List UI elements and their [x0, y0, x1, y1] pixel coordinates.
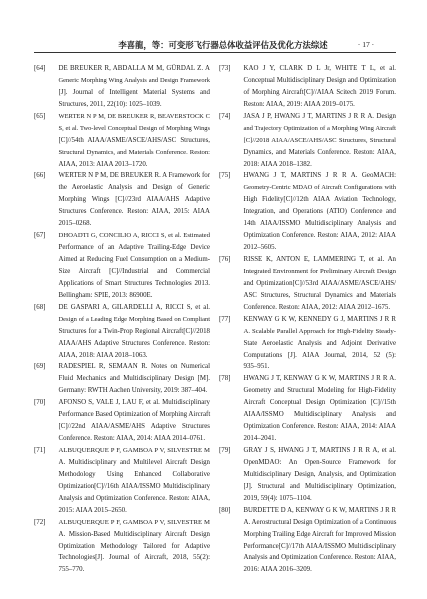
reference-number: [67]: [34, 232, 46, 240]
reference-text: 14th AIAA/ISSMO Multidisciplinary Analysis and: [243, 220, 396, 228]
reference-text: AIAA, 2013: AIAA 2013–1720.: [58, 160, 148, 168]
reference-entry: [34, 302, 210, 362]
reference-text: High Fidelity[C]//12th AIAA Aviation Technology,: [243, 196, 396, 204]
reference-text: Structural Dynamics, and Materials Conference. Reston:: [58, 148, 210, 156]
reference-line: [244, 147, 397, 159]
reference-line: [59, 409, 211, 421]
reference-entry: [219, 170, 396, 254]
reference-line: [59, 350, 211, 362]
reference-line: [244, 373, 397, 385]
reference-line: [59, 99, 211, 111]
reference-text: Performance of an Adaptive Trailing-Edge Device: [58, 244, 210, 252]
reference-text: 2015: AIAA 2015–2650.: [58, 506, 127, 514]
reference-text: HWANG J T, KENWAY G K W, MARTINS J R R A.: [243, 375, 396, 383]
reference-text: 755–770.: [58, 566, 85, 574]
reference-text: KAO J Y, CLARK D L Jr, WHITE T L, et al.: [243, 65, 396, 72]
reference-text: State Aeroelastic Analysis and Adjoint Derivative: [243, 339, 396, 347]
reference-line: [59, 266, 211, 278]
reference-line: [244, 230, 397, 242]
reference-line: [244, 505, 397, 517]
reference-text: Integrated Environment for Preliminary Aircraft Design: [243, 267, 396, 275]
reference-line: [59, 505, 211, 517]
reference-line: [59, 481, 211, 493]
reference-line: [244, 361, 397, 373]
reference-text: Bellingham: SPIE, 2013: 86900E.: [58, 291, 153, 299]
reference-number: [64]: [34, 65, 46, 72]
page-number: · 17 ·: [357, 40, 375, 49]
reference-number: [65]: [34, 112, 46, 120]
running-head-title: 李喜龍，等：可变形飞行器总体收益评估及优化方法综述: [118, 40, 328, 50]
reference-text: of Morphing Aircraft[C]//AIAA Scitech 2019 Forum.: [243, 88, 396, 96]
reference-line: [59, 361, 211, 373]
reference-text: A. Scalable Parallel Approach for High-Fidelity Steady-: [243, 327, 396, 335]
reference-line: [59, 469, 211, 481]
reference-text: the Aeroelastic Analysis and Design of Generic: [58, 184, 210, 192]
reference-text: 2019, 59(4): 1075–1104.: [243, 494, 312, 502]
reference-line: [244, 481, 397, 493]
reference-line: [244, 409, 397, 421]
reference-text: WERTER N P M, DE BREUKER R, BEAVERSTOCK C: [58, 112, 210, 120]
reference-line: [59, 373, 211, 385]
reference-text: Reston: AIAA, 2019: AIAA 2019–0175.: [243, 100, 355, 108]
reference-text: AIAA/ISSMO Multidisciplinary Analysis and: [243, 411, 396, 419]
reference-text: Geometry and Structural Modeling for High-Fidelity: [243, 387, 396, 395]
reference-text: Conceptual Multidisciplinary Design and Optimization: [243, 76, 396, 84]
reference-line: [244, 564, 397, 576]
reference-text: 2015–0268.: [58, 220, 92, 228]
reference-line: [244, 254, 397, 266]
reference-text: Geometry-Centric MDAO of Aircraft Configurations with: [243, 184, 396, 192]
reference-line: [59, 302, 211, 314]
reference-text: Aircraft Conceptual Design Optimization [C]//15th: [243, 399, 396, 407]
reference-line: [244, 123, 397, 135]
reference-text: Morphing Trailing Edge Aircraft for Improved Mission: [243, 530, 396, 538]
reference-text: JASA J P, HWANG J T, MARTINS J R R A. Design: [243, 112, 396, 120]
reference-line: [244, 242, 397, 254]
reference-text: GRAY J S, HWANG J T, MARTINS J R R A, et al.: [243, 447, 396, 454]
reference-line: [59, 242, 211, 254]
reference-entry: [219, 111, 396, 171]
reference-line: [59, 552, 211, 564]
reference-line: [244, 111, 397, 123]
reference-line: [59, 135, 211, 147]
reference-line: [244, 99, 397, 111]
reference-line: [244, 421, 397, 433]
reference-text: Performance Based Optimization of Morphing Aircraft: [58, 411, 211, 419]
header-rule: [34, 52, 396, 53]
reference-line: [59, 314, 211, 326]
reference-text: Methodology Using Enhanced Collaborative: [58, 470, 210, 478]
reference-line: [244, 135, 397, 147]
reference-text: [C]//54th AIAA/ASME/ASCE/AHS/ASC Structures,: [58, 136, 210, 144]
reference-line: [244, 469, 397, 481]
reference-number: [77]: [219, 315, 231, 323]
reference-line: [59, 433, 211, 445]
reference-text: Structures Conference. Reston: AIAA, 2015: AIAA: [58, 208, 210, 216]
reference-entry: [34, 230, 210, 302]
reference-entry: [219, 505, 396, 577]
reference-line: [244, 397, 397, 409]
references-left-column: [34, 63, 210, 576]
reference-line: [59, 147, 211, 159]
reference-text: DHOADTI G, CONCILIO A, RICCI S, et al. Estimated: [58, 232, 210, 240]
reference-entry: [219, 314, 396, 374]
reference-text: ALBUQUERQUE P F, GAMBOA P V, SILVESTRE M: [58, 518, 210, 526]
reference-text: Morphing Wings [C]//23rd AIAA/AHS Adaptive: [58, 196, 210, 204]
references-right-column: [219, 63, 396, 576]
reference-text: 2012–5605.: [243, 244, 277, 252]
reference-line: [244, 457, 397, 469]
reference-line: [244, 350, 397, 362]
reference-text: 2014–2041.: [243, 435, 277, 443]
reference-line: [59, 397, 211, 409]
reference-text: OpenMDAO: An Open-Source Framework for: [243, 458, 396, 466]
reference-text: and Optimization[C]//53rd AIAA/ASME/ASCE/AHS/: [243, 279, 396, 287]
reference-text: Optimization Conference. Reston: AIAA, 2012: AIAA: [243, 232, 396, 240]
reference-line: [244, 194, 397, 206]
reference-text: [C]//22nd AIAA/ASME/AHS Adaptive Structures: [58, 423, 210, 431]
reference-entry: [34, 361, 210, 397]
reference-line: [59, 63, 211, 75]
reference-entry: [34, 170, 210, 230]
reference-number: [70]: [34, 399, 46, 407]
reference-text: Germany: RWTH Aachen University, 2019: 387–404.: [58, 387, 208, 395]
reference-number: [79]: [219, 447, 231, 454]
reference-text: Aimed at Reducing Fuel Consumption on a Medium-: [58, 256, 210, 263]
reference-line: [244, 529, 397, 541]
reference-number: [69]: [34, 363, 46, 371]
reference-line: [244, 338, 397, 350]
reference-text: AFONSO S, VALE J, LAU F, et al. Multidisciplinary: [58, 399, 210, 407]
reference-line: [59, 541, 211, 553]
reference-line: [59, 159, 211, 171]
reference-text: Multidisciplinary Design, Analysis, and Optimization: [243, 470, 396, 478]
reference-line: [244, 302, 397, 314]
reference-entry: [219, 373, 396, 445]
reference-line: [59, 385, 211, 397]
reference-line: [244, 87, 397, 99]
reference-number: [68]: [34, 303, 46, 311]
reference-text: Generic Morphing Wing Analysis and Design Framework: [58, 76, 210, 84]
reference-text: Structures for a Twin-Prop Regional Aircraft[C]//2018: [58, 327, 210, 335]
reference-line: [244, 433, 397, 445]
reference-line: [59, 564, 211, 576]
reference-line: [59, 123, 211, 135]
reference-text: RADESPIEL R, SEMAAN R. Notes on Numerical: [58, 363, 210, 371]
reference-line: [244, 385, 397, 397]
reference-line: [244, 278, 397, 290]
reference-line: [59, 254, 211, 266]
reference-text: RISSE K, ANTON E, LAMMERING T, et al. An: [243, 256, 396, 263]
reference-text: Optimization Methodology Tailored for Adaptive: [58, 542, 210, 550]
reference-line: [244, 552, 397, 564]
reference-number: [76]: [219, 256, 231, 263]
reference-text: ALBUQUERQUE P F, GAMBOA P V, SILVESTRE M: [58, 447, 210, 454]
reference-number: [75]: [219, 172, 231, 180]
reference-text: Technologies[J]. Journal of Aircraft, 2018, 55(2):: [58, 554, 210, 562]
reference-number: [66]: [34, 172, 46, 180]
reference-entry: [219, 254, 396, 314]
reference-line: [59, 517, 211, 529]
reference-text: 2018: AIAA 2018–1382.: [243, 160, 312, 168]
reference-line: [59, 194, 211, 206]
reference-line: [59, 493, 211, 505]
reference-entry: [219, 445, 396, 505]
reference-text: AIAA/AHS Adaptive Structures Conference. Reston:: [58, 339, 210, 347]
reference-entry: [34, 111, 210, 171]
reference-number: [72]: [34, 518, 46, 526]
reference-text: DE GASPARI A, GILARDELLI A, RICCI S, et al.: [58, 303, 210, 311]
reference-text: A. Multidisciplinary and Multilevel Aircraft Design: [58, 458, 210, 466]
reference-line: [244, 182, 397, 194]
reference-line: [244, 159, 397, 171]
reference-line: [59, 75, 211, 87]
reference-line: [244, 206, 397, 218]
reference-line: [59, 218, 211, 230]
reference-text: Applications of Smart Structures Technologies 2013.: [58, 279, 210, 287]
reference-line: [244, 517, 397, 529]
reference-line: [59, 230, 211, 242]
reference-text: Conference. Reston: AIAA, 2014: AIAA 2014–0761.: [58, 435, 206, 443]
reference-text: KENWAY G K W, KENNEDY G J, MARTINS J R R: [243, 315, 396, 323]
reference-text: HWANG J T, MARTINS J R R A. GeoMACH:: [243, 172, 396, 180]
reference-line: [244, 541, 397, 553]
reference-text: [C]//2018 AIAA/ASCE/AHS/ASC Structures, Structural: [243, 136, 396, 144]
reference-text: ASC Structures, Structural Dynamics and Materials: [243, 291, 396, 299]
reference-line: [59, 457, 211, 469]
reference-line: [59, 170, 211, 182]
reference-text: Analysis and Optimization Conference. Reston: AIAA,: [243, 554, 396, 562]
reference-number: [80]: [219, 506, 231, 514]
reference-text: Size Aircraft [C]//Industrial and Commercial: [58, 267, 210, 275]
reference-text: [J]. Structural and Multidisciplinary Optimization,: [243, 482, 396, 490]
reference-line: [244, 170, 397, 182]
reference-number: [73]: [219, 65, 231, 72]
reference-line: [59, 338, 211, 350]
reference-number: [71]: [34, 447, 46, 454]
reference-line: [244, 218, 397, 230]
reference-text: 935–951.: [243, 363, 270, 371]
reference-line: [244, 314, 397, 326]
reference-text: Fluid Mechanics and Multidisciplinary Design [M].: [58, 375, 210, 383]
reference-text: BURDETTE D A, KENWAY G K W, MARTINS J R R: [243, 506, 396, 514]
reference-entry: [34, 63, 210, 111]
reference-number: [74]: [219, 112, 231, 120]
reference-text: DE BREUKER R, ABDALLA M M, GÜRDAL Z. A: [58, 65, 210, 72]
reference-text: Performance[C]//17th AIAA/ISSMO Multidisciplinary: [243, 542, 396, 550]
reference-text: Dynamics, and Materials Conference. Reston: AIAA,: [243, 148, 396, 156]
reference-text: Integration, and Operations (ATIO) Conference and: [243, 208, 396, 216]
reference-number: [78]: [219, 375, 231, 383]
reference-entry: [219, 63, 396, 111]
reference-line: [244, 266, 397, 278]
reference-entry: [34, 397, 210, 445]
reference-text: AIAA, 2018: AIAA 2018–1063.: [58, 351, 148, 359]
reference-text: A. Aerostructural Design Optimization of a Continuous: [243, 518, 397, 526]
reference-line: [59, 529, 211, 541]
reference-text: A. Mission-Based Multidisciplinary Aircraft Design: [58, 530, 210, 538]
reference-line: [59, 206, 211, 218]
reference-text: 2016: AIAA 2016–3209.: [243, 566, 312, 574]
reference-text: Structures, 2011, 22(10): 1025–1039.: [58, 100, 162, 108]
reference-text: Conference. Reston: AIAA, 2012: AIAA 2012–1675.: [243, 303, 391, 311]
reference-text: Design of a Leading Edge Morphing Based on Compliant: [58, 315, 210, 323]
reference-text: [J]. Journal of Intelligent Material Systems and: [58, 88, 210, 96]
reference-line: [244, 290, 397, 302]
reference-line: [59, 278, 211, 290]
reference-entry: [34, 517, 210, 577]
reference-text: Computations [J]. AIAA Journal, 2014, 52 (5):: [243, 351, 396, 359]
reference-line: [244, 63, 397, 75]
reference-line: [59, 87, 211, 99]
reference-text: Optimization[C]//16th AIAA/ISSMO Multidisciplinary: [58, 482, 210, 490]
reference-line: [59, 182, 211, 194]
reference-line: [59, 445, 211, 457]
reference-entry: [34, 445, 210, 517]
reference-text: WERTER N P M, DE BREUKER R. A Framework for: [58, 172, 210, 180]
reference-text: S, et al. Two-level Conceptual Design of Morphing Wings: [58, 124, 210, 132]
reference-line: [59, 326, 211, 338]
reference-text: Optimization Conference. Reston: AIAA, 2014: AIAA: [243, 423, 396, 431]
reference-line: [59, 290, 211, 302]
reference-line: [59, 421, 211, 433]
reference-line: [59, 111, 211, 123]
reference-text: and Trajectory Optimization of a Morphing Wing Aircraft: [243, 124, 396, 132]
reference-text: Analysis and Optimization Conference. Reston: AIAA,: [58, 494, 210, 502]
reference-line: [244, 75, 397, 87]
reference-line: [244, 493, 397, 505]
reference-line: [244, 326, 397, 338]
reference-line: [244, 445, 397, 457]
